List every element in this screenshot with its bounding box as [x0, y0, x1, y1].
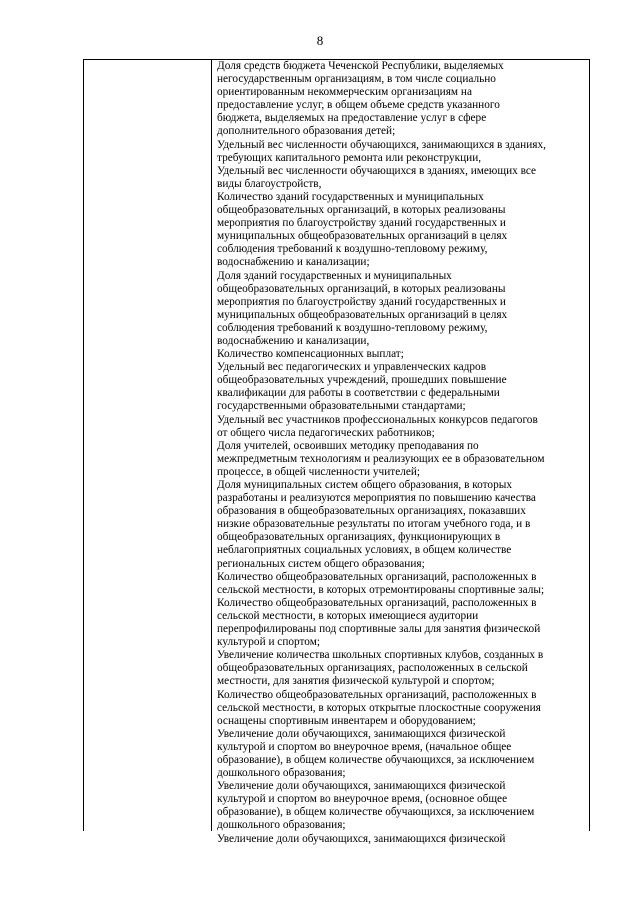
text-line: образование), в общем количестве обучающихся, за исключением	[217, 753, 535, 766]
text-line: Удельный вес педагогических и управленческих кадров	[217, 361, 487, 374]
text-line: Увеличение доли обучающихся, занимающихся физической	[217, 780, 506, 793]
text-line: образования в общеобразовательных организациях, показавших	[217, 505, 526, 518]
text-line: ориентированным некоммерческим организациям на	[217, 86, 472, 99]
indicators-cell	[217, 60, 589, 846]
column-divider	[211, 60, 212, 831]
text-line: культурой и спортом во внеурочное время, (основное общее	[217, 793, 508, 806]
text-line: Доля зданий государственных и муниципальных	[217, 269, 452, 282]
text-line: процессе, в общей численности учителей;	[217, 465, 421, 478]
text-line: негосударственным организациям, в том числе социально	[217, 73, 496, 86]
text-line: мероприятия по благоустройству зданий государственных и	[217, 295, 506, 308]
text-line: общеобразовательных организациях, расположенных в сельской	[217, 662, 528, 675]
text-line: межпредметным технологиям и реализующих ее в образовательном	[217, 452, 545, 465]
text-line: бюджета, выделяемых на предоставление услуг в сфере	[217, 112, 487, 125]
text-line: местности, для занятия физической культурой и спортом;	[217, 675, 495, 688]
text-line: Увеличение доли обучающихся, занимающихся физической	[217, 832, 506, 845]
text-line: Доля учителей, освоивших методику преподавания по	[217, 439, 479, 452]
text-line: Количество компенсационных выплат;	[217, 348, 404, 361]
text-line: неблагоприятных социальных условиях, в общем количестве	[217, 544, 512, 557]
text-line: Количество общеобразовательных организаций, расположенных в	[217, 688, 537, 701]
text-line: общеобразовательных организаций, в которых реализованы	[217, 282, 506, 295]
text-line: мероприятия по благоустройству зданий государственных и	[217, 217, 506, 230]
text-line: Удельный вес участников профессиональных конкурсов педагогов	[217, 413, 538, 426]
text-line: разработаны и реализуются мероприятия по повышению качества	[217, 492, 536, 505]
text-line: сельской местности, в которых имеющиеся аудитории	[217, 609, 479, 622]
text-line: Количество зданий государственных и муниципальных	[217, 190, 484, 203]
text-line: Увеличение количества школьных спортивных клубов, созданных в	[217, 649, 544, 662]
text-line: Удельный вес численности обучающихся в зданиях, имеющих все	[217, 164, 537, 177]
text-line: дошкольного образования;	[217, 767, 346, 780]
text-line: дошкольного образования;	[217, 819, 346, 832]
text-line: региональных систем общего образования;	[217, 557, 425, 570]
text-line: Доля муниципальных систем общего образования, в которых	[217, 479, 512, 491]
text-line: Количество общеобразовательных организаций, расположенных в	[217, 596, 537, 609]
text-line: виды благоустройств,	[217, 177, 322, 190]
text-line: государственными образовательными стандартами;	[217, 400, 466, 413]
text-line: предоставление услуг, в общем объеме средств указанного	[217, 99, 500, 112]
text-line: от общего числа педагогических работников;	[217, 426, 435, 439]
text-line: сельской местности, в которых отремонтированы спортивные залы;	[217, 583, 545, 596]
text-line: Количество общеобразовательных организаций, расположенных в	[217, 570, 537, 583]
text-line: водоснабжению и канализации;	[217, 256, 370, 269]
text-line: соблюдения требований к воздушно-тепловому режиму,	[217, 321, 488, 334]
text-line: соблюдения требований к воздушно-тепловому режиму,	[217, 243, 488, 256]
text-line: Увеличение доли обучающихся, занимающихся физической	[217, 727, 506, 740]
text-line: культурой и спортом;	[217, 636, 321, 649]
text-line: образование), в общем количестве обучающихся, за исключением	[217, 806, 535, 819]
text-line: оснащены спортивным инвентарем и оборудованием;	[217, 714, 476, 727]
text-line: сельской местности, в которых открытые плоскостные сооружения	[217, 701, 541, 714]
text-line: Доля средств бюджета Чеченской Республики, выделяемых	[217, 60, 504, 72]
text-line: общеобразовательных организаций, в которых реализованы	[217, 204, 506, 217]
text-line: квалификации для работы в соответствии с федеральными	[217, 387, 500, 400]
document-table	[83, 59, 590, 845]
text-line: муниципальных общеобразовательных организаций в целях	[217, 308, 508, 321]
text-line: общеобразовательных организациях, функционирующих в	[217, 531, 501, 544]
text-line: требующих капитального ремонта или реконструкции,	[217, 151, 482, 164]
text-line: Удельный вес численности обучающихся, занимающихся в зданиях,	[217, 138, 546, 151]
text-line: низкие образовательные результаты по итогам учебного года, и в	[217, 518, 531, 531]
text-line: водоснабжению и канализации,	[217, 334, 370, 347]
page-number: 8	[316, 33, 324, 48]
text-line: дополнительного образования детей;	[217, 125, 396, 138]
text-line: муниципальных общеобразовательных организаций в целях	[217, 230, 508, 243]
text-line: культурой и спортом во внеурочное время, (начальное общее	[217, 740, 512, 753]
text-line: общеобразовательных учреждений, прошедших повышение	[217, 374, 507, 387]
text-line: перепрофилированы под спортивные залы для занятия физической	[217, 623, 541, 636]
